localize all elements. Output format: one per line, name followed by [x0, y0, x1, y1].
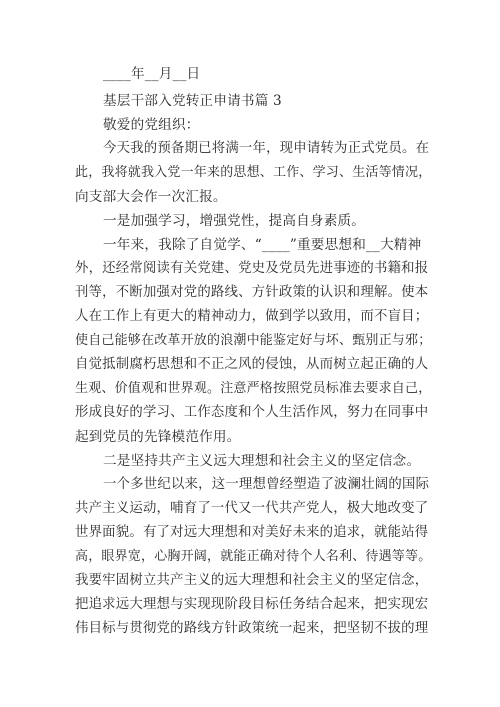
- section-heading: 二是坚持共产主义远大理想和社会主义的坚定信念。: [103, 453, 421, 469]
- body-line: 形成良好的学习、工作态度和个人生活作风，努力在同事中: [75, 405, 429, 420]
- document-title: 基层干部入党转正申请书篇 3: [103, 93, 282, 109]
- body-line: 外，还经常阅读有关党建、党史及党员先进事迹的书籍和报: [75, 261, 429, 276]
- body-line: 高，眼界宽，心胸开阔，就能正确对待个人名利、待遇等等。: [75, 549, 432, 564]
- body-line: 伟目标与贯彻党的路线方针政策统一起来，把坚韧不拔的理: [75, 621, 429, 636]
- body-line: 我要牢固树立共产主义的远大理想和社会主义的坚定信念，: [75, 573, 429, 588]
- body-line: 刊等，不断加强对党的路线、方针政策的认识和理解。使本: [75, 285, 429, 300]
- body-line: 把追求远大理想与实现现阶段目标任务结合起来，把实现宏: [75, 597, 429, 612]
- greeting: 敬爱的党组织：: [103, 117, 200, 133]
- body-line: 今天我的预备期已将满一年，现申请转为正式党员。在: [103, 141, 430, 156]
- body-line: 使自己能够在改革开放的浪潮中能鉴定好与坏、甄别正与邪；: [75, 333, 432, 348]
- section-heading: 一是加强学习，增强党性，提高自身素质。: [103, 213, 366, 229]
- body-line: 共产主义运动，哺育了一代又一代共产党人，极大地改变了: [75, 501, 429, 516]
- body-line: 向支部大会作一次汇报。: [75, 189, 227, 205]
- date-line: ____年__月__日: [103, 66, 201, 82]
- body-line: 一个多世纪以来，这一理想曾经塑造了波澜壮阔的国际: [103, 477, 430, 492]
- body-line: 世界面貌。有了对远大理想和对美好未来的追求，就能站得: [75, 525, 429, 540]
- body-line: 一年来，我除了自觉学、“____”重要思想和__大精神: [103, 237, 422, 253]
- body-line: 此，我将就我入党一年来的思想、工作、学习、生活等情况，: [75, 165, 432, 180]
- body-line: 人在工作上有更大的精神动力，做到学以致用，而不盲目；: [75, 309, 429, 324]
- body-line: 起到党员的先锋模范作用。: [75, 429, 241, 445]
- body-line: 生观、价值观和世界观。注意严格按照党员标准去要求自己，: [75, 381, 432, 396]
- body-line: 自觉抵制腐朽思想和不正之风的侵蚀，从而树立起正确的人: [75, 357, 429, 372]
